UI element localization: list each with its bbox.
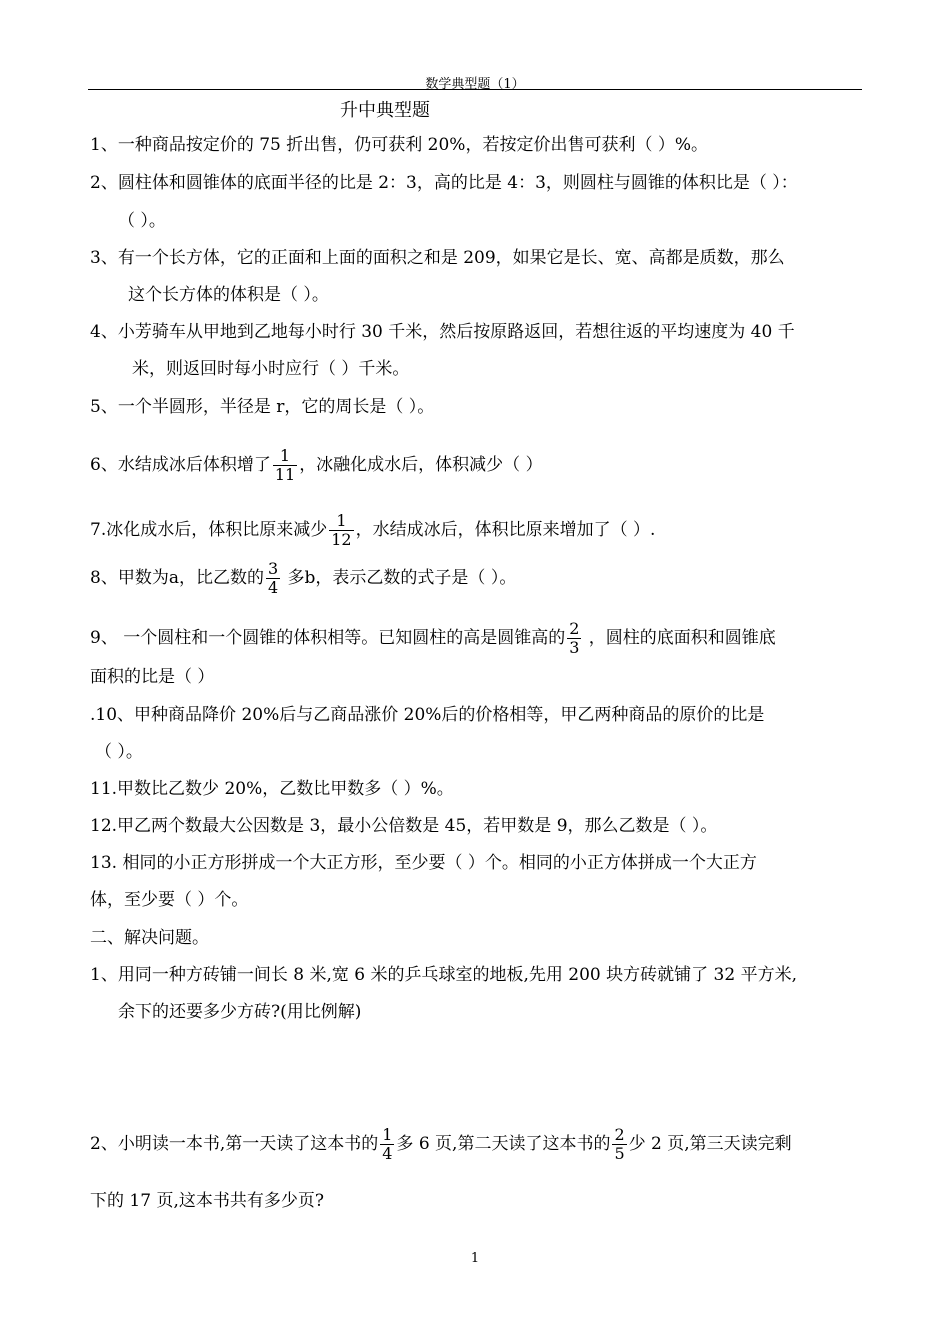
fraction [612, 1127, 626, 1162]
problem-1-line-1: 1、用同一种方砖铺一间长 8 米,宽 6 米的乒乓球室的地板,先用 200 块方砖就铺了 32 平方米, [90, 965, 797, 985]
question-11: 11.甲数比乙数少 20%，乙数比甲数多（ ）%。 [90, 779, 454, 799]
fraction-numerator: 1 [273, 448, 297, 466]
problem-2-line-2: 下的 17 页,这本书共有多少页? [90, 1191, 324, 1211]
fraction-numerator: 2 [614, 1125, 625, 1144]
fraction-denominator: 12 [331, 530, 352, 549]
problem-2-text-before: 2、小明读一本书,第一天读了这本书的 [90, 1134, 379, 1154]
question-13-line-1: 13. 相同的小正方形拼成一个大正方形，至少要（ ）个。相同的小正方体拼成一个大正方 [90, 853, 757, 873]
question-9-text-after: ，圆柱的底面积和圆锥底 [583, 628, 776, 648]
fraction-numerator: 1 [382, 1125, 393, 1144]
question-9-line-2: 面积的比是（ ） [90, 667, 215, 687]
question-12: 12.甲乙两个数最大公因数是 3，最小公倍数是 45，若甲数是 9，那么乙数是（ ）。 [90, 816, 718, 836]
fraction [567, 621, 581, 656]
question-5: 5、一个半圆形，半径是 r，它的周长是（ ）。 [90, 397, 435, 417]
question-4-line-1: 4、小芳骑车从甲地到乙地每小时行 30 千米，然后按原路返回，若想往返的平均速度为 40 千 [90, 322, 795, 342]
question-13-line-2: 体，至少要（ ）个。 [90, 890, 249, 910]
fraction-numerator: 1 [329, 513, 353, 531]
question-6-text-after: ，冰融化成水后，体积减少（ ） [299, 455, 543, 475]
question-2-line-1: 2、圆柱体和圆锥体的底面半径的比是 2：3，高的比是 4：3，则圆柱与圆锥的体积比是（ ）： [90, 173, 798, 193]
fraction-denominator: 4 [382, 1144, 393, 1163]
problem-1-line-2: 余下的还要多少方砖?(用比例解) [118, 1002, 362, 1022]
running-header: 数学典型题（1） [425, 77, 525, 92]
problem-2-text-middle: 多 6 页,第二天读了这本书的 [396, 1134, 611, 1154]
fraction [380, 1127, 394, 1162]
fraction [273, 448, 297, 483]
question-7 [90, 513, 655, 548]
question-8-text-after: 多b，表示乙数的式子是（ ）。 [282, 568, 517, 588]
question-3-line-1: 3、有一个长方体，它的正面和上面的面积之和是 209，如果它是长、宽、高都是质数，那么 [90, 248, 785, 268]
question-4-line-2: 米，则返回时每小时应行（ ）千米。 [132, 359, 410, 379]
page-title: 升中典型题 [340, 100, 430, 121]
question-9-text-before: 9、 一个圆柱和一个圆锥的体积相等。已知圆柱的高是圆锥高的 [90, 628, 566, 648]
question-3-line-2: 这个长方体的体积是（ ）。 [128, 285, 329, 305]
fraction-denominator: 5 [614, 1144, 625, 1163]
question-7-text-before: 7.冰化成水后，体积比原来减少 [90, 520, 328, 540]
question-7-text-after: ，水结成冰后，体积比原来增加了（ ）. [355, 520, 656, 540]
fraction [329, 513, 353, 548]
page-number: 1 [470, 1251, 480, 1266]
question-1: 1、一种商品按定价的 75 折出售，仍可获利 20%，若按定价出售可获利（ ）%。 [90, 135, 709, 155]
fraction [266, 561, 280, 596]
problem-2-text-after: 少 2 页,第三天读完剩 [628, 1134, 792, 1154]
question-10-line-2: （ ）。 [95, 742, 143, 762]
fraction-denominator: 11 [274, 465, 296, 484]
section-2-heading: 二、解决问题。 [90, 928, 209, 948]
question-8 [90, 561, 516, 596]
question-6-text-before: 6、水结成冰后体积增了 [90, 455, 271, 475]
fraction-denominator: 4 [267, 578, 279, 597]
question-10-line-1: .10、甲种商品降价 20%后与乙商品涨价 20%后的价格相等，甲乙两种商品的原价的比是 [90, 705, 765, 725]
question-2-line-2: （ ）。 [118, 211, 166, 231]
problem-2-line-1 [90, 1127, 792, 1162]
question-9-line-1 [90, 621, 776, 656]
question-8-text-before: 8、甲数为a，比乙数的 [90, 568, 264, 588]
header-rule [88, 89, 862, 90]
fraction-numerator: 2 [569, 619, 580, 638]
fraction-denominator: 3 [569, 638, 580, 657]
question-6 [90, 448, 543, 483]
fraction-numerator: 3 [267, 559, 279, 578]
